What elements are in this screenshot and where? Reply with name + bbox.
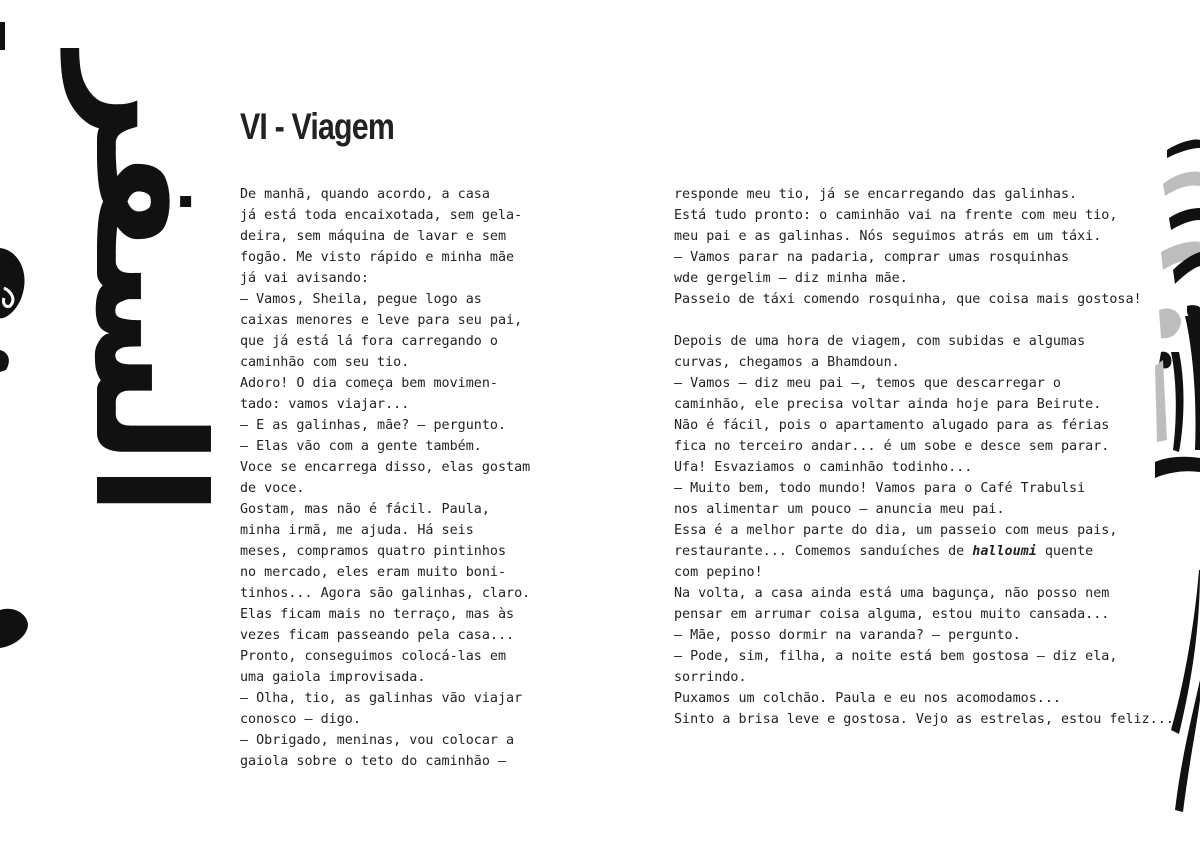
paragraph-line: Essa é a melhor parte do dia, um passeio com meus pais, — [674, 523, 1118, 538]
paragraph-line: caixas menores e leve para seu pai, — [240, 313, 523, 328]
paragraph-line: fogão. Me visto rápido e minha mãe — [240, 250, 515, 265]
paragraph-line: — Elas vão com a gente também. — [240, 439, 482, 454]
paragraph-line: wde gergelim — diz minha mãe. — [674, 271, 908, 286]
paragraph-line: Não é fácil, pois o apartamento alugado para as férias — [674, 418, 1110, 433]
paragraph-line: de voce. — [240, 481, 305, 496]
paragraph-line: no mercado, eles eram muito boni- — [240, 565, 507, 580]
paragraph-line: conosco — digo. — [240, 712, 361, 727]
paragraph-line: sorrindo. — [674, 670, 747, 685]
paragraph-line: Pronto, conseguimos colocá-las em — [240, 649, 507, 664]
paragraph-line: De manhã, quando acordo, a casa — [240, 187, 490, 202]
paragraph-line: Puxamos um colchão. Paula e eu nos acomodamos... — [674, 691, 1061, 706]
paragraph-line: com pepino! — [674, 565, 763, 580]
paragraph-line: que já está lá fora carregando o — [240, 334, 498, 349]
arabic-chapter-title: السفر — [61, 54, 235, 516]
chapter-title: VI - Viagem — [240, 106, 394, 147]
paragraph-line: — Mãe, posso dormir na varanda? — pergunto. — [674, 628, 1021, 643]
paragraph-line: vezes ficam passeando pela casa... — [240, 628, 515, 643]
paragraph-line: — Vamos, Sheila, pegue logo as — [240, 292, 482, 307]
paragraph-line: gaiola sobre o teto do caminhão — — [240, 754, 507, 769]
ink-brush-illustration-left — [0, 210, 60, 670]
paragraph-line: minha irmã, me ajuda. Há seis — [240, 523, 474, 538]
ink-brush-illustration-right — [1155, 120, 1200, 843]
paragraph-line: Adoro! O dia começa bem movimen- — [240, 376, 498, 391]
emphasized-word: halloumi — [972, 544, 1037, 559]
paragraph-line: Elas ficam mais no terraço, mas às — [240, 607, 515, 622]
paragraph-line: Passeio de táxi comendo rosquinha, que coisa mais gostosa! — [674, 292, 1142, 307]
paragraph-line: — Muito bem, todo mundo! Vamos para o Café Trabulsi — [674, 481, 1086, 496]
text-column-left — [240, 184, 530, 772]
paragraph-line: meu pai e as galinhas. Nós seguimos atrás em um táxi. — [674, 229, 1102, 244]
paragraph-line: Voce se encarrega disso, elas gostam — [240, 460, 531, 475]
paragraph-line: Depois de uma hora de viagem, com subidas e algumas — [674, 334, 1086, 349]
paragraph-line: já vai avisando: — [240, 271, 369, 286]
paragraph-line: meses, compramos quatro pintinhos — [240, 544, 507, 559]
paragraph-line: curvas, chegamos a Bhamdoun. — [674, 355, 900, 370]
paragraph-line: Sinto a brisa leve e gostosa. Vejo as estrelas, estou feliz... — [674, 712, 1174, 727]
paragraph-line: nos alimentar um pouco — anuncia meu pai. — [674, 502, 1005, 517]
line-text: restaurante... Comemos sanduíches de — [674, 544, 973, 559]
paragraph-line: — E as galinhas, mãe? — pergunto. — [240, 418, 507, 433]
paragraph-line: Na volta, a casa ainda está uma bagunça, não posso nem — [674, 586, 1110, 601]
paragraph-line-with-emphasis — [674, 541, 1174, 562]
paragraph-line: caminhão, ele precisa voltar ainda hoje para Beirute. — [674, 397, 1102, 412]
paragraph-line: — Vamos parar na padaria, comprar umas rosquinhas — [674, 250, 1070, 265]
paragraph-line: caminhão com seu tio. — [240, 355, 410, 370]
paragraph-line: — Obrigado, meninas, vou colocar a — [240, 733, 515, 748]
paragraph-line: Está tudo pronto: o caminhão vai na frente com meu tio, — [674, 208, 1118, 223]
paragraph-line: pensar em arrumar coisa alguma, estou muito cansada... — [674, 607, 1110, 622]
paragraph-break — [674, 310, 1174, 331]
paragraph-line: fica no terceiro andar... é um sobe e desce sem parar. — [674, 439, 1110, 454]
corner-mark — [0, 22, 5, 50]
paragraph-line: tado: vamos viajar... — [240, 397, 410, 412]
paragraph-line: responde meu tio, já se encarregando das galinhas. — [674, 187, 1078, 202]
paragraph-line: Gostam, mas não é fácil. Paula, — [240, 502, 490, 517]
paragraph-line: deira, sem máquina de lavar e sem — [240, 229, 507, 244]
text-column-right — [674, 184, 1174, 730]
paragraph-line: — Pode, sim, filha, a noite está bem gostosa — diz ela, — [674, 649, 1118, 664]
paragraph-line: uma gaiola improvisada. — [240, 670, 426, 685]
paragraph-line: já está toda encaixotada, sem gela- — [240, 208, 523, 223]
paragraph-line: — Olha, tio, as galinhas vão viajar — [240, 691, 523, 706]
paragraph-line: Ufa! Esvaziamos o caminhão todinho... — [674, 460, 973, 475]
paragraph-line: tinhos... Agora são galinhas, claro. — [240, 586, 531, 601]
line-text: quente — [1036, 544, 1094, 559]
paragraph-line: — Vamos — diz meu pai —, temos que descarregar o — [674, 376, 1061, 391]
